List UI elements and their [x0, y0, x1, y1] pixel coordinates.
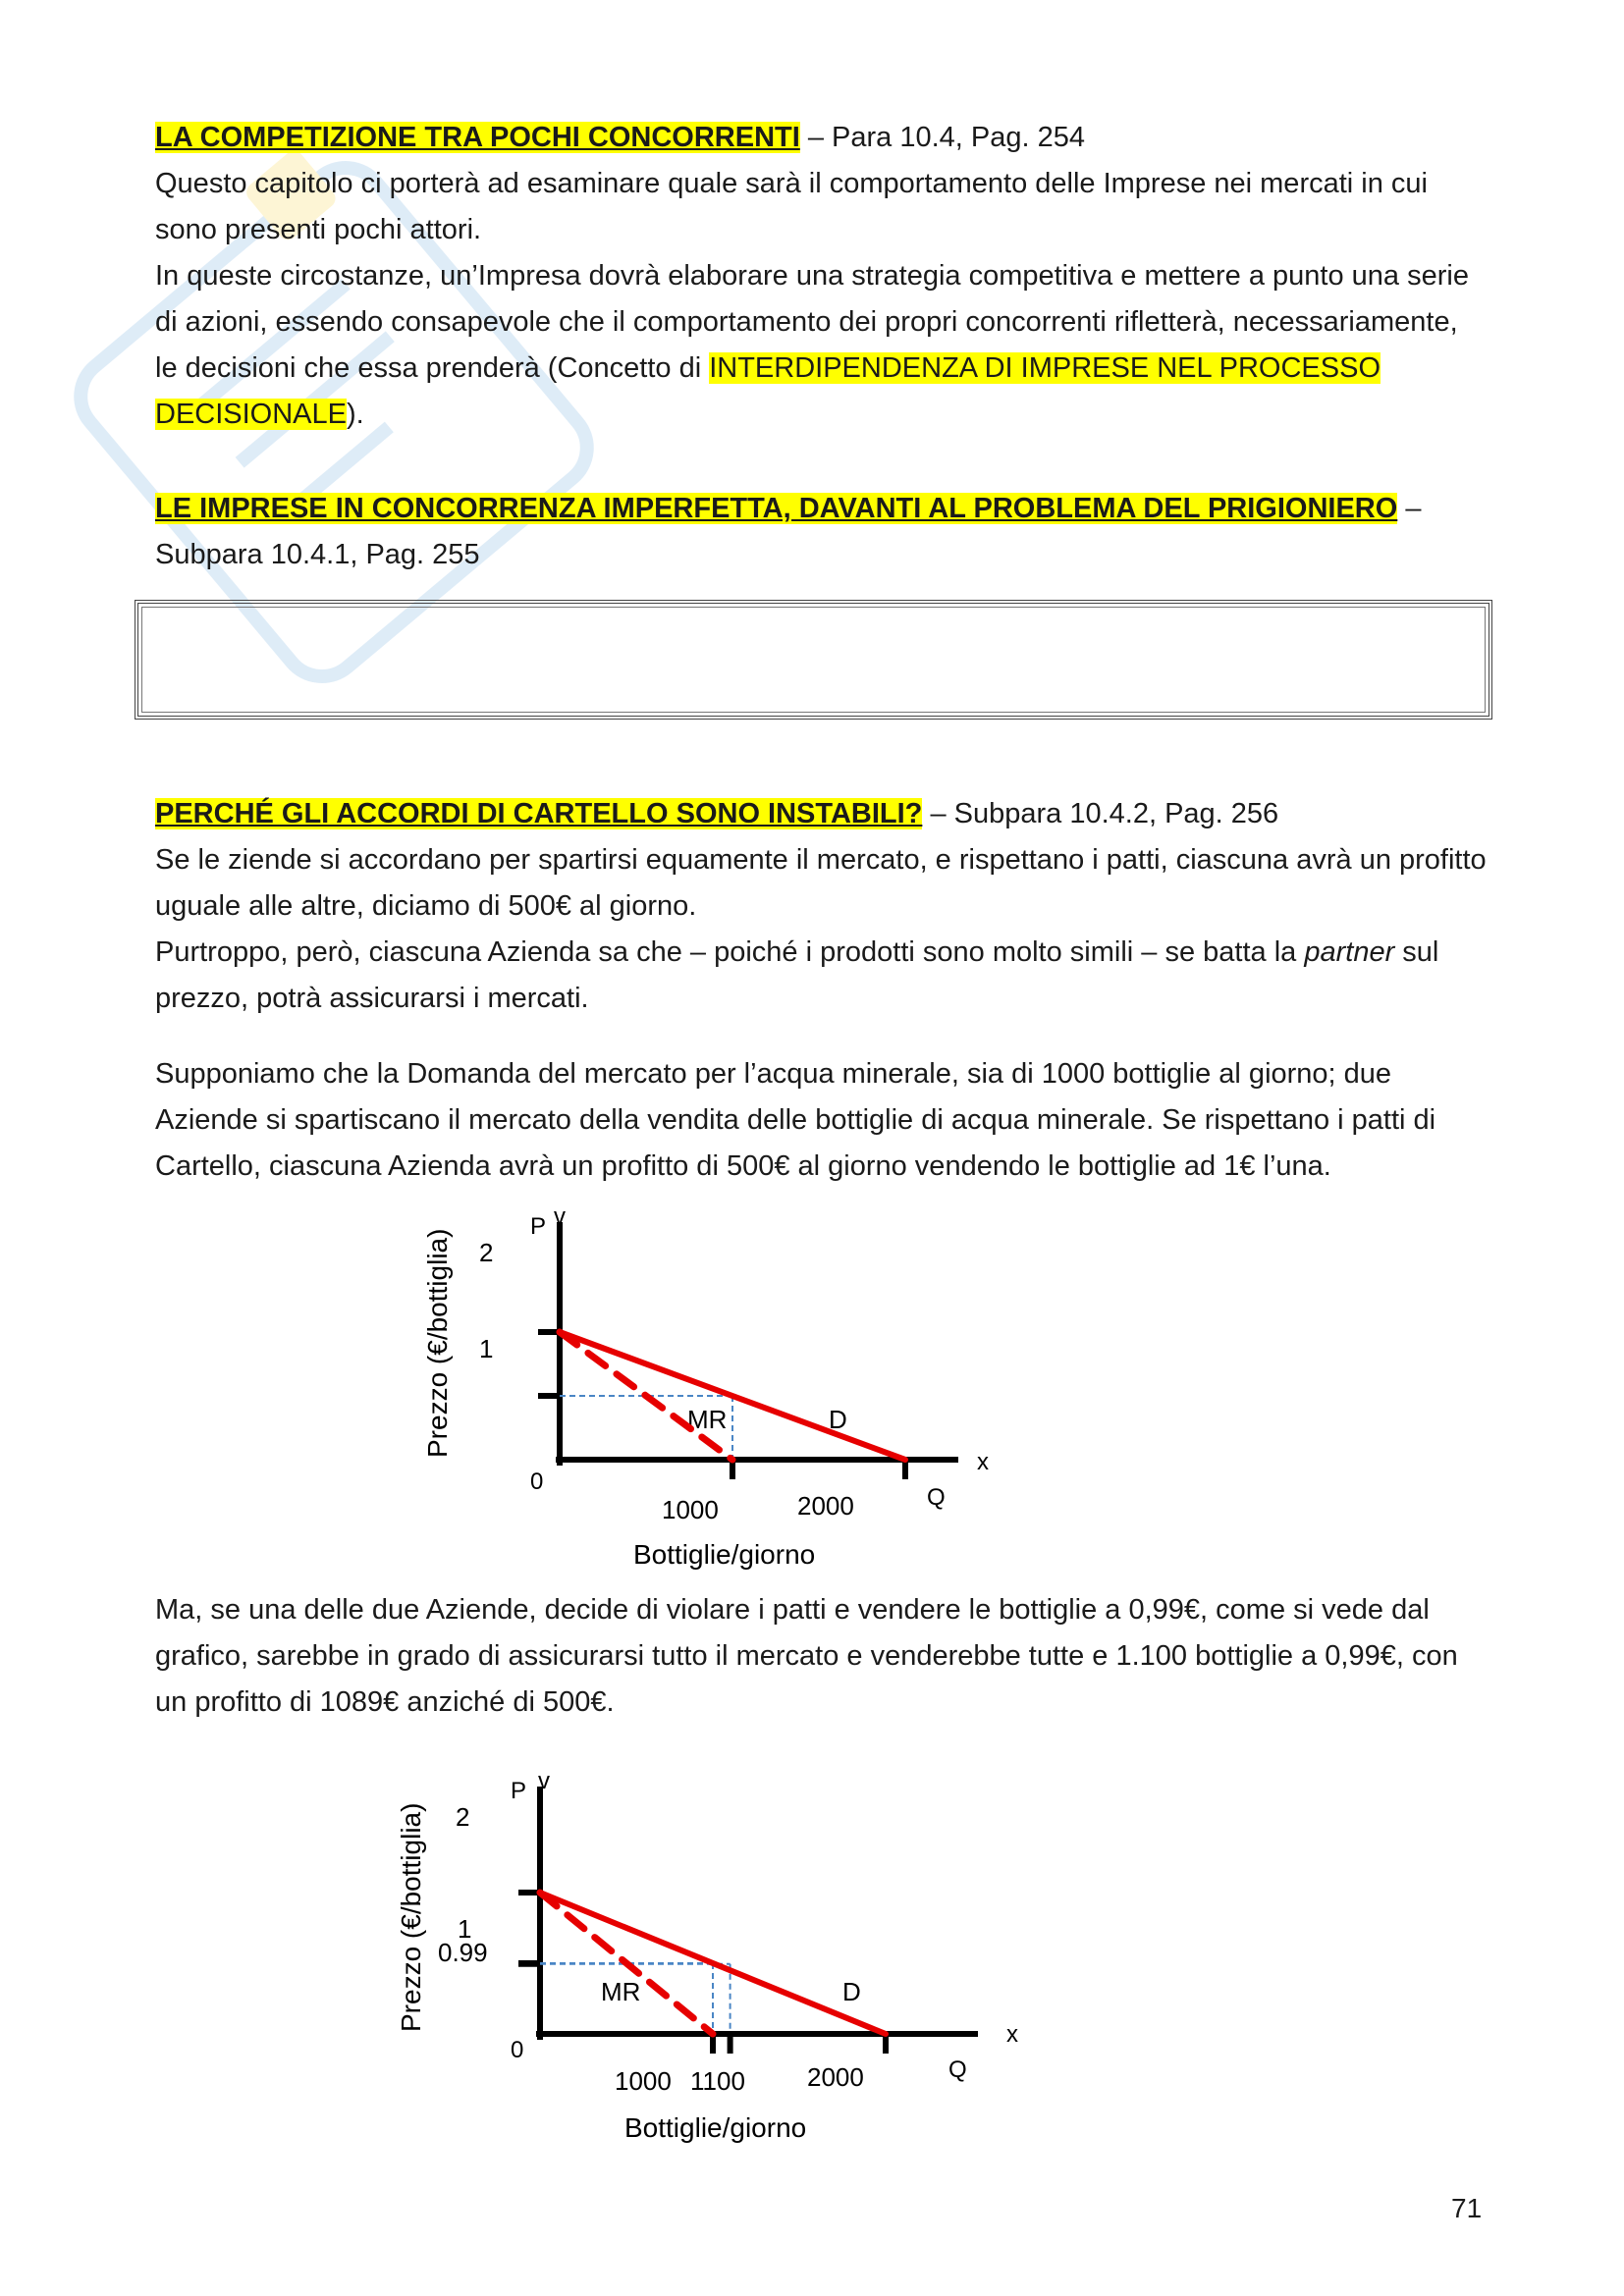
chart2-ytick-2: 2: [456, 1802, 470, 1832]
chart2-axis-p: P: [511, 1778, 527, 1804]
heading-competizione: LA COMPETIZIONE TRA POCHI CONCORRENTI: [155, 122, 800, 153]
paragraph-intro: Questo capitolo ci porterà ad esaminare quale sarà il comportamento delle Imprese nei mercati in cui sono presenti pochi attori.: [155, 168, 1428, 245]
section-cartello-instabile: [155, 791, 1487, 1190]
chart2-label-d: D: [842, 1977, 861, 2006]
chart1-axis-x: x: [977, 1449, 989, 1475]
chart1-xtick-2000: 2000: [797, 1491, 854, 1521]
section-violazione: [155, 1587, 1487, 1726]
paragraph-interdipendenza: In queste circostanze, un’Impresa dovrà elaborare una strategia competitiva e mettere a punto una serie di azioni, essendo consapevole che il comportamento dei propri concorrenti rifletterà, necessariamente, le decisioni che essa prenderà (Concetto di INTERDIPENDENZA DI IMPRESE NEL PROCESSO DECISIONALE).: [155, 260, 1469, 430]
chart2-series-mr: [540, 1893, 713, 2034]
chart2-axis-v: v: [538, 1768, 550, 1794]
chart2-origin: 0: [511, 2037, 524, 2063]
chart1-label-mr: MR: [687, 1405, 728, 1434]
chart1-xtick-1000: 1000: [662, 1495, 719, 1524]
chart1-axis-q: Q: [927, 1484, 946, 1511]
highlight-interdipendenza: INTERDIPENDENZA DI IMPRESE NEL PROCESSO DECISIONALE: [155, 352, 1380, 430]
chart1-ytick-2: 2: [479, 1238, 494, 1267]
chart1-label-d: D: [829, 1405, 847, 1434]
chart1-axis-p: P: [530, 1213, 547, 1240]
ref-cartello-instabile: – Subpara 10.4.2, Pag. 256: [922, 798, 1279, 829]
paragraph-acqua-minerale: Supponiamo che la Domanda del mercato per l’acqua minerale, sia di 1000 bottiglie al giorno; due Aziende si spartiscano il mercato della vendita delle bottiglie di acqua minerale. Se rispettano i patti di Cartello, ciascuna Azienda avrà un profitto di 500€ al giorno vendendo le bottiglie ad 1€ l’una.: [155, 1058, 1436, 1182]
paragraph-profitto: Se le ziende si accordano per spartirsi equamente il mercato, e rispettano i patti, ciascuna avrà un profitto uguale alle altre, diciamo di 500€ al giorno.: [155, 844, 1487, 922]
heading-prigioniero: LE IMPRESE IN CONCORRENZA IMPERFETTA, DAVANTI AL PROBLEMA DEL PRIGIONIERO: [155, 493, 1398, 524]
paragraph-partner: Purtroppo, però, ciascuna Azienda sa che – poiché i prodotti sono molto simili – se batta la partner sul prezzo, potrà assicurarsi i mercati.: [155, 936, 1439, 1014]
chart2-label-mr: MR: [601, 1977, 641, 2006]
page-number: 71: [1451, 2193, 1483, 2223]
chart1-ylabel: Prezzo (€/bottiglia): [422, 1228, 453, 1458]
chart2-xtick-2000: 2000: [807, 2062, 864, 2092]
chart2-ylabel: Prezzo (€/bottiglia): [396, 1802, 426, 2032]
chart1-axis-v: v: [554, 1203, 566, 1230]
chart2-axis-x: x: [1006, 2021, 1018, 2048]
heading-cartello-instabile: PERCHÉ GLI ACCORDI DI CARTELLO SONO INSTABILI?: [155, 798, 923, 829]
section-prigioniero: [155, 486, 1487, 578]
paragraph-violazione: Ma, se una delle due Aziende, decide di violare i patti e vendere le bottiglie a 0,99€, come si vede dal grafico, sarebbe in grado di assicurarsi tutto il mercato e venderebbe tutte e 1.100 bottiglie a 0,99€, con un profitto di 1089€ anziché di 500€.: [155, 1594, 1458, 1718]
chart1-series-mr: [560, 1332, 732, 1460]
chart1-ytick-1: 1: [479, 1334, 494, 1363]
chart1-xlabel: Bottiglie/giorno: [633, 1539, 816, 1570]
chart2-ytick-1: 1: [458, 1914, 472, 1944]
chart2-xtick-1100: 1100: [690, 2066, 745, 2096]
chart1-origin: 0: [530, 1468, 544, 1495]
chart2-xlabel: Bottiglie/giorno: [624, 2112, 807, 2143]
chart2-axis-q: Q: [948, 2056, 967, 2083]
chart-violazione: [383, 1759, 1031, 2166]
ref-prigioniero: – Subpara 10.4.1, Pag. 255: [155, 493, 1422, 570]
definition-box-cartello: [135, 600, 1492, 720]
chart2-ytick-099: 0.99: [438, 1938, 488, 1967]
ref-competizione: – Para 10.4, Pag. 254: [799, 122, 1086, 153]
section-competizione: [155, 115, 1487, 438]
chart-cartello: [393, 1183, 1021, 1590]
chart2-xtick-1000: 1000: [615, 2066, 672, 2096]
